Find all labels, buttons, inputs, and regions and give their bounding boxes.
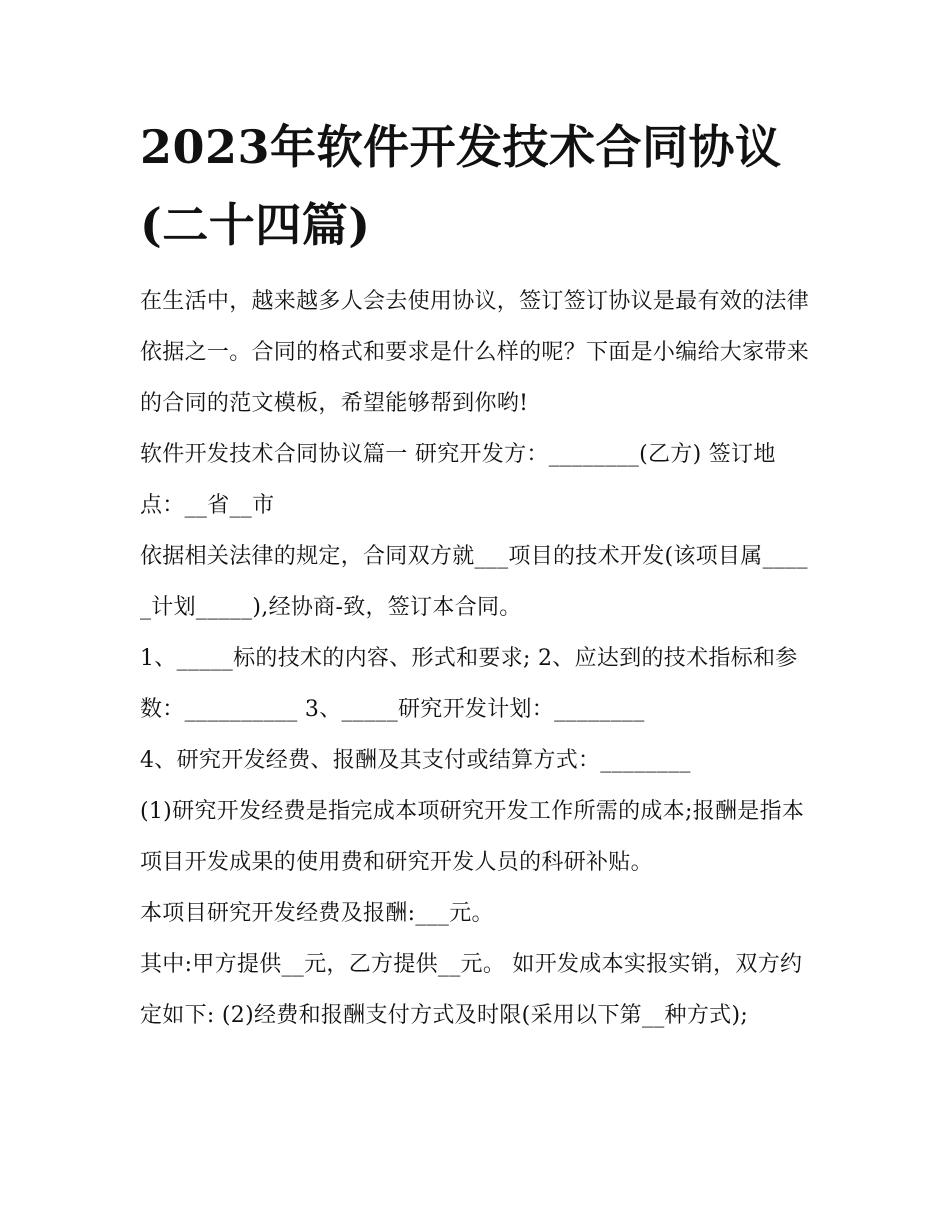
intro-paragraph: 在生活中，越来越多人会去使用协议，签订签订协议是最有效的法律依据之一。合同的格式和要求是什么样的呢？下面是小编给大家带来的合同的范文模板，希望能够帮到你哟! [140, 289, 810, 416]
clause-4-1-paragraph: (1)研究开发经费是指完成本项研究开发工作所需的成本;报酬是指本项目开发成果的使用费和研究开发人员的科研补贴。 [140, 799, 805, 875]
legal-basis-paragraph: 依据相关法律的规定，合同双方就___项目的技术开发(该项目属_____计划_____),经协商-致，签订本合同。 [140, 544, 808, 620]
document-body [140, 276, 812, 1041]
clause-4-paragraph: 4、研究开发经费、报酬及其支付或结算方式：________ [140, 748, 691, 773]
funding-amount-paragraph: 本项目研究开发经费及报酬:___元。 [140, 901, 494, 926]
funding-split-paragraph: 其中:甲方提供__元，乙方提供__元。 如开发成本实报实销，双方约定如下: (2)经费和报酬支付方式及时限(采用以下第__种方式); [140, 952, 803, 1028]
clause-1-3-paragraph: 1、_____标的技术的内容、形式和要求; 2、应达到的技术指标和参数：__________ 3、_____研究开发计划：________ [140, 646, 798, 722]
contract-header-paragraph: 软件开发技术合同协议篇一 研究开发方：________(乙方) 签订地点：__省__市 [140, 442, 776, 518]
document-title: 2023年软件开发技术合同协议(二十四篇) [140, 120, 782, 252]
